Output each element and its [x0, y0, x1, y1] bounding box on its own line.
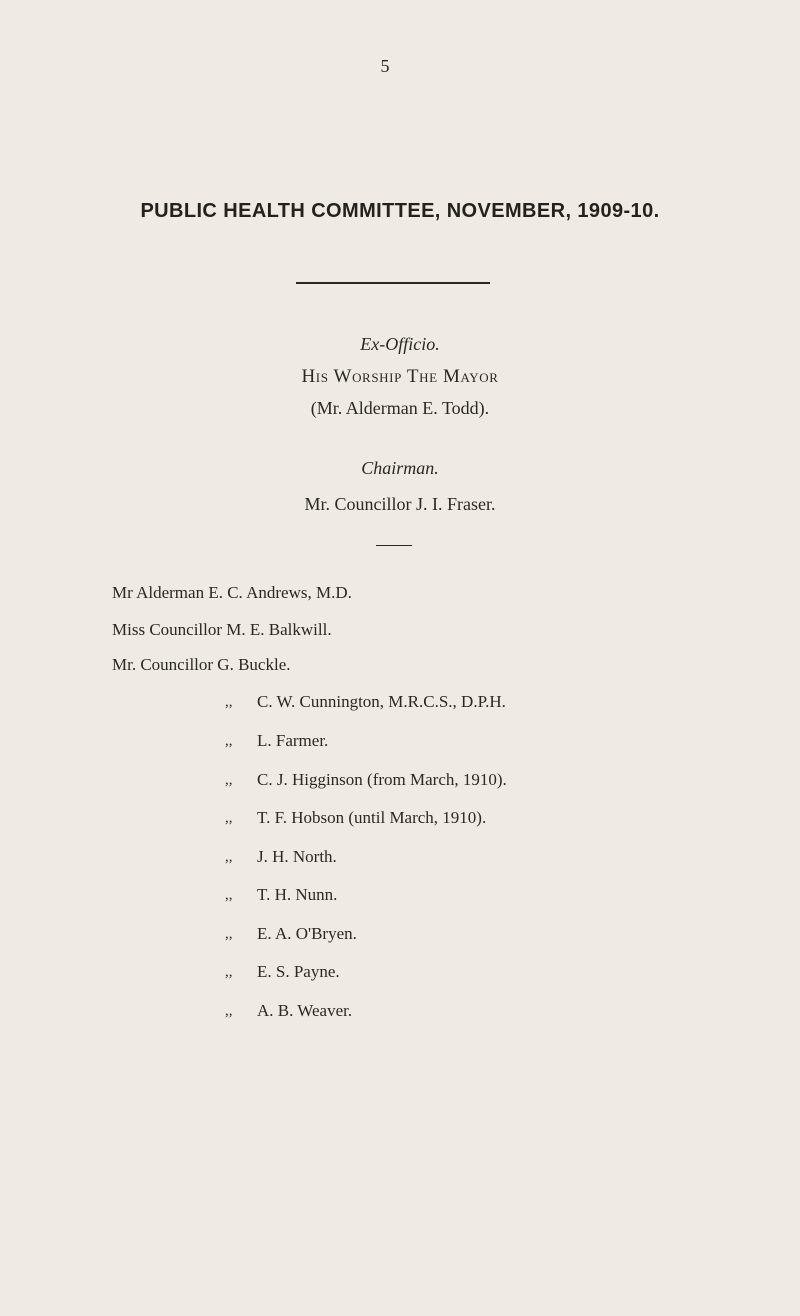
- heading-divider: [296, 282, 490, 284]
- ditto-mark: ,,: [225, 772, 233, 788]
- ex-officio-line1: His Worship The Mayor: [301, 366, 499, 387]
- ditto-mark: ,,: [225, 849, 233, 865]
- ditto-mark: ,,: [225, 733, 233, 749]
- member-line: Miss Councillor M. E. Balkwill.: [112, 620, 332, 639]
- councillor-line: L. Farmer.: [257, 731, 329, 750]
- councillor-line: T. H. Nunn.: [257, 885, 338, 904]
- member-line: Mr. Councillor G. Buckle.: [112, 655, 291, 674]
- chairman-name: Mr. Councillor J. I. Fraser.: [304, 494, 496, 514]
- ditto-mark: ,,: [225, 926, 233, 942]
- councillor-line: E. S. Payne.: [257, 962, 340, 981]
- ditto-mark: ,,: [225, 964, 233, 980]
- councillor-line: E. A. O'Bryen.: [257, 924, 357, 943]
- ditto-mark: ,,: [225, 887, 233, 903]
- committee-heading: PUBLIC HEALTH COMMITTEE, NOVEMBER, 1909-10.: [140, 200, 660, 222]
- chairman-label: Chairman.: [361, 458, 439, 478]
- ditto-mark: ,,: [225, 694, 233, 710]
- ditto-mark: ,,: [225, 810, 233, 826]
- ex-officio-label: Ex-Officio.: [360, 334, 440, 354]
- councillor-line: T. F. Hobson (until March, 1910).: [257, 808, 487, 827]
- ditto-mark: ,,: [225, 1003, 233, 1019]
- councillor-line: A. B. Weaver.: [257, 1001, 353, 1020]
- section-divider: [376, 545, 412, 546]
- member-line: Mr Alderman E. C. Andrews, M.D.: [112, 583, 352, 602]
- councillor-line: C. J. Higginson (from March, 1910).: [257, 770, 507, 789]
- ex-officio-line2: (Mr. Alderman E. Todd).: [310, 398, 490, 418]
- page-number: 5: [380, 56, 390, 76]
- councillor-line: J. H. North.: [257, 847, 337, 866]
- councillor-line: C. W. Cunnington, M.R.C.S., D.P.H.: [257, 692, 506, 711]
